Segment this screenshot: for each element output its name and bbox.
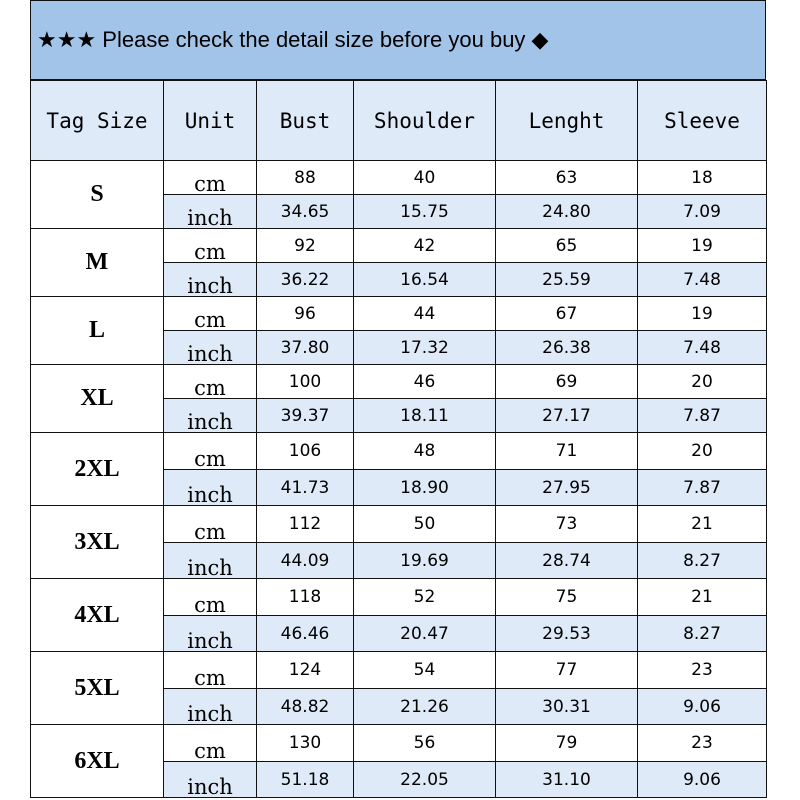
size-table: [30, 80, 767, 798]
length-cell: 77: [496, 652, 638, 689]
length-cell: 31.10: [496, 762, 638, 798]
length-cell: 28.74: [496, 543, 638, 579]
bust-cell: 37.80: [257, 331, 354, 365]
tag-size-cell: M: [31, 229, 164, 297]
tag-size-cell: 5XL: [31, 652, 164, 725]
shoulder-cell: 54: [354, 652, 496, 689]
shoulder-cell: 56: [354, 725, 496, 762]
bust-cell: 96: [257, 297, 354, 331]
unit-cell: inch: [164, 331, 257, 365]
shoulder-cell: 50: [354, 506, 496, 543]
shoulder-cell: 42: [354, 229, 496, 263]
sleeve-cell: 8.27: [638, 543, 767, 579]
table-row: [31, 579, 767, 616]
length-cell: 25.59: [496, 263, 638, 297]
header-sleeve: Sleeve: [638, 81, 767, 161]
tag-size-cell: L: [31, 297, 164, 365]
bust-cell: 36.22: [257, 263, 354, 297]
bust-cell: 88: [257, 161, 354, 195]
tag-size-cell: 2XL: [31, 433, 164, 506]
unit-cell: cm: [164, 506, 257, 543]
shoulder-cell: 19.69: [354, 543, 496, 579]
shoulder-cell: 21.26: [354, 689, 496, 725]
length-cell: 63: [496, 161, 638, 195]
tag-size-cell: 4XL: [31, 579, 164, 652]
length-cell: 69: [496, 365, 638, 399]
shoulder-cell: 52: [354, 579, 496, 616]
length-cell: 71: [496, 433, 638, 470]
unit-cell: inch: [164, 616, 257, 652]
bust-cell: 34.65: [257, 195, 354, 229]
size-notice-banner: ★★★ Please check the detail size before you buy ◆: [30, 0, 766, 80]
sleeve-cell: 18: [638, 161, 767, 195]
unit-cell: inch: [164, 399, 257, 433]
sleeve-cell: 7.48: [638, 331, 767, 365]
shoulder-cell: 16.54: [354, 263, 496, 297]
sleeve-cell: 19: [638, 297, 767, 331]
tag-size-cell: 6XL: [31, 725, 164, 798]
sleeve-cell: 20: [638, 433, 767, 470]
table-row: [31, 297, 767, 331]
tag-size-cell: 3XL: [31, 506, 164, 579]
unit-cell: inch: [164, 689, 257, 725]
length-cell: 27.17: [496, 399, 638, 433]
shoulder-cell: 18.90: [354, 470, 496, 506]
unit-cell: cm: [164, 433, 257, 470]
shoulder-cell: 40: [354, 161, 496, 195]
bust-cell: 48.82: [257, 689, 354, 725]
shoulder-cell: 46: [354, 365, 496, 399]
shoulder-cell: 48: [354, 433, 496, 470]
header-length: Lenght: [496, 81, 638, 161]
table-row: [31, 365, 767, 399]
bust-cell: 41.73: [257, 470, 354, 506]
unit-cell: inch: [164, 543, 257, 579]
shoulder-cell: 44: [354, 297, 496, 331]
bust-cell: 130: [257, 725, 354, 762]
length-cell: 27.95: [496, 470, 638, 506]
shoulder-cell: 15.75: [354, 195, 496, 229]
table-row: [31, 161, 767, 195]
header-shoulder: Shoulder: [354, 81, 496, 161]
unit-cell: inch: [164, 762, 257, 798]
length-cell: 79: [496, 725, 638, 762]
header-bust: Bust: [257, 81, 354, 161]
shoulder-cell: 20.47: [354, 616, 496, 652]
size-chart: [30, 0, 766, 800]
length-cell: 75: [496, 579, 638, 616]
table-row: [31, 229, 767, 263]
sleeve-cell: 7.48: [638, 263, 767, 297]
bust-cell: 106: [257, 433, 354, 470]
length-cell: 65: [496, 229, 638, 263]
length-cell: 30.31: [496, 689, 638, 725]
bust-cell: 39.37: [257, 399, 354, 433]
unit-cell: cm: [164, 579, 257, 616]
unit-cell: cm: [164, 297, 257, 331]
length-cell: 73: [496, 506, 638, 543]
sleeve-cell: 21: [638, 506, 767, 543]
length-cell: 29.53: [496, 616, 638, 652]
table-row: [31, 506, 767, 543]
sleeve-cell: 7.87: [638, 470, 767, 506]
bust-cell: 44.09: [257, 543, 354, 579]
shoulder-cell: 18.11: [354, 399, 496, 433]
sleeve-cell: 19: [638, 229, 767, 263]
bust-cell: 51.18: [257, 762, 354, 798]
sleeve-cell: 20: [638, 365, 767, 399]
table-row: [31, 725, 767, 762]
tag-size-cell: S: [31, 161, 164, 229]
sleeve-cell: 7.09: [638, 195, 767, 229]
bust-cell: 100: [257, 365, 354, 399]
length-cell: 26.38: [496, 331, 638, 365]
bust-cell: 124: [257, 652, 354, 689]
unit-cell: cm: [164, 725, 257, 762]
length-cell: 67: [496, 297, 638, 331]
header-tag-size: Tag Size: [31, 81, 164, 161]
table-row: [31, 433, 767, 470]
bust-cell: 46.46: [257, 616, 354, 652]
bust-cell: 112: [257, 506, 354, 543]
sleeve-cell: 7.87: [638, 399, 767, 433]
unit-cell: inch: [164, 195, 257, 229]
unit-cell: inch: [164, 263, 257, 297]
sleeve-cell: 23: [638, 725, 767, 762]
sleeve-cell: 9.06: [638, 689, 767, 725]
sleeve-cell: 8.27: [638, 616, 767, 652]
size-table-body: [31, 161, 767, 798]
unit-cell: inch: [164, 470, 257, 506]
table-row: [31, 652, 767, 689]
table-header-row: [31, 81, 767, 161]
tag-size-cell: XL: [31, 365, 164, 433]
unit-cell: cm: [164, 652, 257, 689]
unit-cell: cm: [164, 365, 257, 399]
shoulder-cell: 17.32: [354, 331, 496, 365]
bust-cell: 92: [257, 229, 354, 263]
header-unit: Unit: [164, 81, 257, 161]
sleeve-cell: 9.06: [638, 762, 767, 798]
sleeve-cell: 21: [638, 579, 767, 616]
sleeve-cell: 23: [638, 652, 767, 689]
shoulder-cell: 22.05: [354, 762, 496, 798]
unit-cell: cm: [164, 229, 257, 263]
bust-cell: 118: [257, 579, 354, 616]
length-cell: 24.80: [496, 195, 638, 229]
unit-cell: cm: [164, 161, 257, 195]
